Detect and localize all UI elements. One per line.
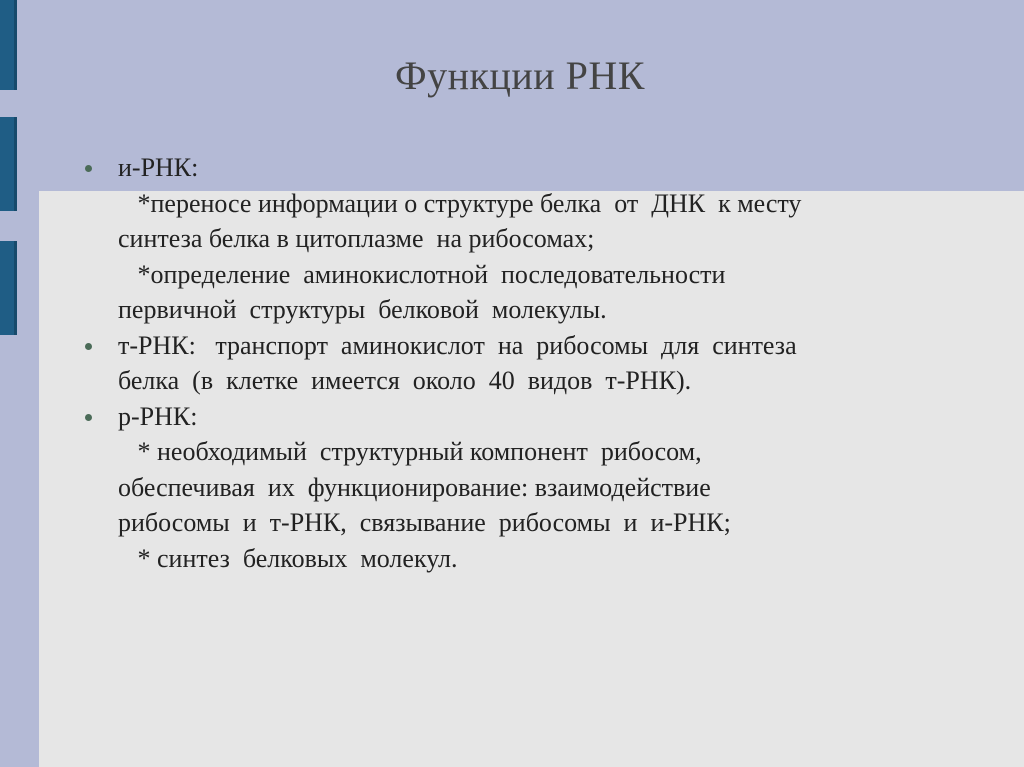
bullet-text-line: синтеза белка в цитоплазме на рибосомах; [118, 224, 595, 253]
bullet-text-line: рибосомы и т-РНК, связывание рибосомы и и-РНК; [118, 508, 731, 537]
bullet-text-line: первичной структуры белковой молекулы. [118, 295, 607, 324]
decor-tab [0, 117, 17, 211]
bullet-text-line: * необходимый структурный компонент рибосом, [118, 437, 702, 466]
slide-body [80, 150, 950, 576]
decor-tab [0, 241, 17, 335]
bullet-text-line: *переносе информации о структуре белка от ДНК к месту [118, 188, 802, 218]
bullet-label: т-РНК: транспорт аминокислот на рибосомы для синтеза [118, 330, 797, 360]
bullet-dot-icon [85, 343, 92, 350]
bullet-text-line: обеспечивая их функционирование: взаимодействие [118, 472, 711, 502]
bullet-text-line: * синтез белковых молекул. [118, 543, 458, 573]
bullet-label: и-РНК: [118, 153, 199, 182]
bullet-text-line: белка (в клетке имеется около 40 видов т-РНК). [118, 366, 692, 395]
bullet-item-rrna [80, 399, 950, 577]
slide-title: Функции РНК [395, 53, 645, 98]
bullet-dot-icon [85, 414, 92, 421]
bullet-label: р-РНК: [118, 401, 198, 431]
bullet-text-line: *определение аминокислотной последовательности [118, 259, 726, 289]
bullet-dot-icon [85, 165, 92, 172]
bullet-item-trna [80, 328, 950, 399]
bullet-item-irna [80, 150, 950, 328]
left-decor-bar [0, 0, 39, 767]
